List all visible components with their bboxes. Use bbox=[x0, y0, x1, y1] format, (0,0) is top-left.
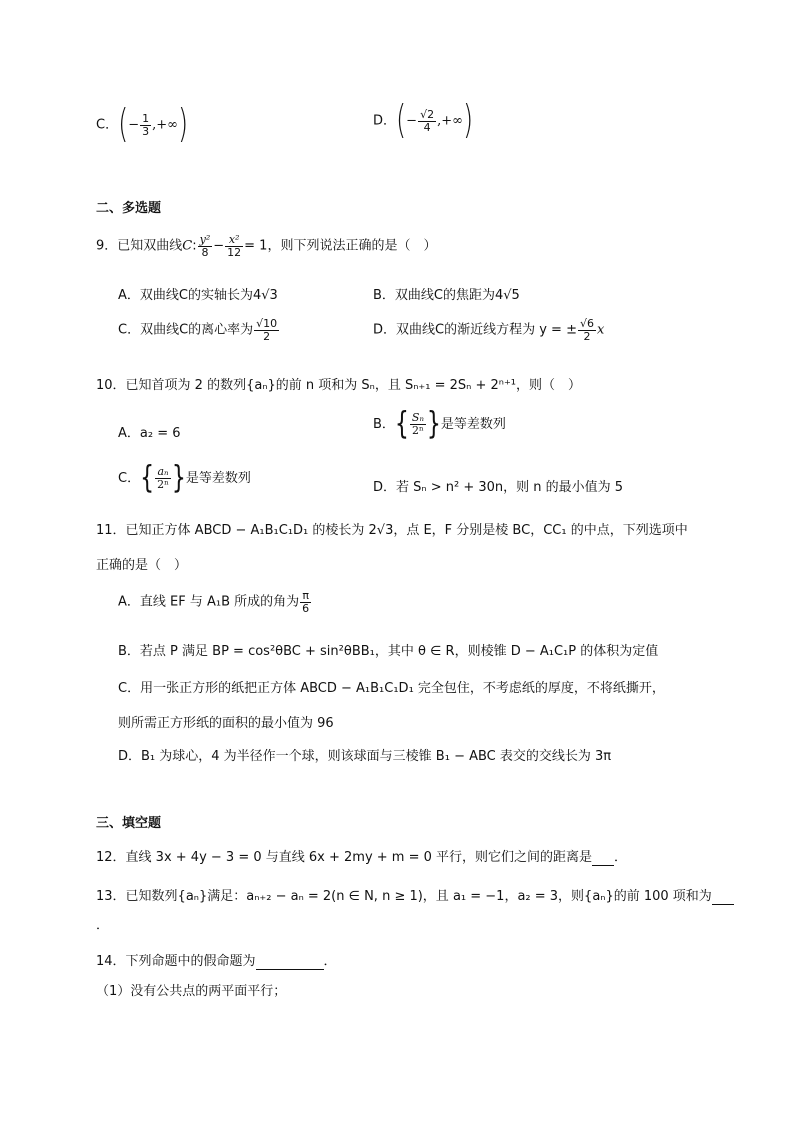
option-text: C．双曲线C的离心率为 bbox=[118, 322, 254, 338]
q11-option-a bbox=[118, 590, 312, 614]
answer-blank bbox=[592, 850, 614, 866]
infinity-text: ,+∞ bbox=[437, 113, 463, 129]
fraction bbox=[140, 113, 151, 137]
option-text: 是等差数列 bbox=[440, 417, 506, 432]
q9-stem-text: 9．已知双曲线 bbox=[96, 238, 183, 254]
answer-blank bbox=[712, 889, 734, 905]
option-text: 是等差数列 bbox=[185, 471, 251, 486]
denominator: 2 bbox=[263, 329, 271, 343]
q10-option-d: D．若 Sₙ > n² + 30n，则 n 的最小值为 5 bbox=[373, 480, 624, 495]
q9-stem: 9．已知双曲线C: $\frac{\text{y²}}{8}$ − $\frac{\text{x²}}{12}$ = 1，则下列说法正确的是（ ） bbox=[96, 233, 437, 259]
q14-item-1: （1）没有公共点的两平面平行； bbox=[96, 984, 287, 999]
q8-option-d: D．(− $\frac{√2}{4}$ ,+∞) bbox=[373, 98, 474, 144]
denominator: 4 bbox=[423, 120, 431, 134]
q12-text: 12．直线 3x + 4y − 3 = 0 与直线 6x + 2my + m = 0 平行，则它们之间的距离是 bbox=[96, 850, 593, 865]
numerator: π bbox=[300, 590, 311, 603]
q11-option-c-line2: 则所需正方形纸的面积的最小值为 96 bbox=[118, 716, 334, 731]
option-label: C． bbox=[118, 471, 141, 486]
q13 bbox=[96, 885, 734, 905]
answer-blank bbox=[256, 954, 324, 970]
section-title-fill-in: 三、填空题 bbox=[96, 816, 162, 831]
q9-option-c bbox=[118, 318, 280, 342]
q11-option-d: D．B₁ 为球心，4 为半径作一个球，则该球面与三棱锥 B₁ − ABC 表交的交线长为 3π bbox=[118, 749, 612, 764]
q9-stem-tail: ，则下列说法正确的是（ ） bbox=[267, 238, 437, 254]
q14 bbox=[96, 950, 337, 970]
numerator: √6 bbox=[579, 317, 594, 330]
q11-stem-line2: 正确的是（ ） bbox=[96, 558, 188, 573]
q9-option-a: A．双曲线C的实轴长为4√3 bbox=[118, 288, 278, 303]
q8-option-c: C．(− $\frac{1}{3}$ ,+∞) bbox=[96, 102, 189, 148]
fraction bbox=[418, 109, 436, 133]
q11-option-b: B．若点 P 满足 BP = cos²θBC + sin²θBB₁，其中 θ ∈ R，则棱锥 D − A₁C₁P 的体积为定值 bbox=[118, 644, 659, 659]
q10-option-b: B．{ $\frac{\text{Sₙ}}{\text{2ⁿ}}$ }是等差数列 bbox=[373, 407, 506, 442]
q9-option-b: B．双曲线C的焦距为4√5 bbox=[373, 288, 520, 303]
infinity-text: ,+∞ bbox=[152, 117, 178, 133]
option-text: A．直线 EF 与 A₁B 所成的角为 bbox=[118, 594, 300, 610]
denominator: 6 bbox=[302, 601, 310, 615]
q14-text: 14．下列命题中的假命题为 bbox=[96, 954, 256, 969]
q11-stem-line1: 11．已知正方体 ABCD − A₁B₁C₁D₁ 的棱长为 2√3，点 E，F 分别是棱 BC，CC₁ 的中点，下列选项中 bbox=[96, 523, 688, 538]
denominator: 2 bbox=[583, 329, 591, 343]
option-text: D．双曲线C的渐近线方程为 y = ± bbox=[373, 322, 577, 338]
q9-option-d: D．双曲线C的渐近线方程为 y = ± $\frac{√6}{2}$ x bbox=[373, 317, 605, 343]
q10-stem: 10．已知首项为 2 的数列{aₙ}的前 n 项和为 Sₙ，且 Sₙ₊₁ = 2Sₙ + 2ⁿ⁺¹，则（ ） bbox=[96, 378, 582, 393]
q10-option-c: C．{ $\frac{\text{aₙ}}{\text{2ⁿ}}$ }是等差数列 bbox=[118, 461, 251, 496]
denominator: 3 bbox=[142, 124, 150, 138]
numerator: √2 bbox=[420, 107, 435, 121]
numerator: √10 bbox=[256, 317, 278, 330]
q14-end: ． bbox=[323, 954, 337, 969]
q11-option-c-line1: C．用一张正方形的纸把正方体 ABCD − A₁B₁C₁D₁ 完全包住，不考虑纸的厚度，不将纸撕开， bbox=[118, 681, 665, 696]
option-label: D． bbox=[373, 113, 397, 129]
q10-option-a: A．a₂ = 6 bbox=[118, 426, 181, 441]
q13-end: ． bbox=[96, 918, 110, 933]
section-title-multi-choice: 二、多选题 bbox=[96, 201, 162, 216]
q12 bbox=[96, 846, 627, 866]
option-label: C． bbox=[96, 117, 119, 133]
option-label: B． bbox=[373, 417, 395, 432]
numerator: 1 bbox=[142, 111, 150, 125]
q12-end: ． bbox=[614, 850, 628, 865]
q13-text: 13．已知数列{aₙ}满足：aₙ₊₂ − aₙ = 2(n ∈ N, n ≥ 1)，且 a₁ = −1，a₂ = 3，则{aₙ}的前 100 项和为 bbox=[96, 889, 712, 904]
